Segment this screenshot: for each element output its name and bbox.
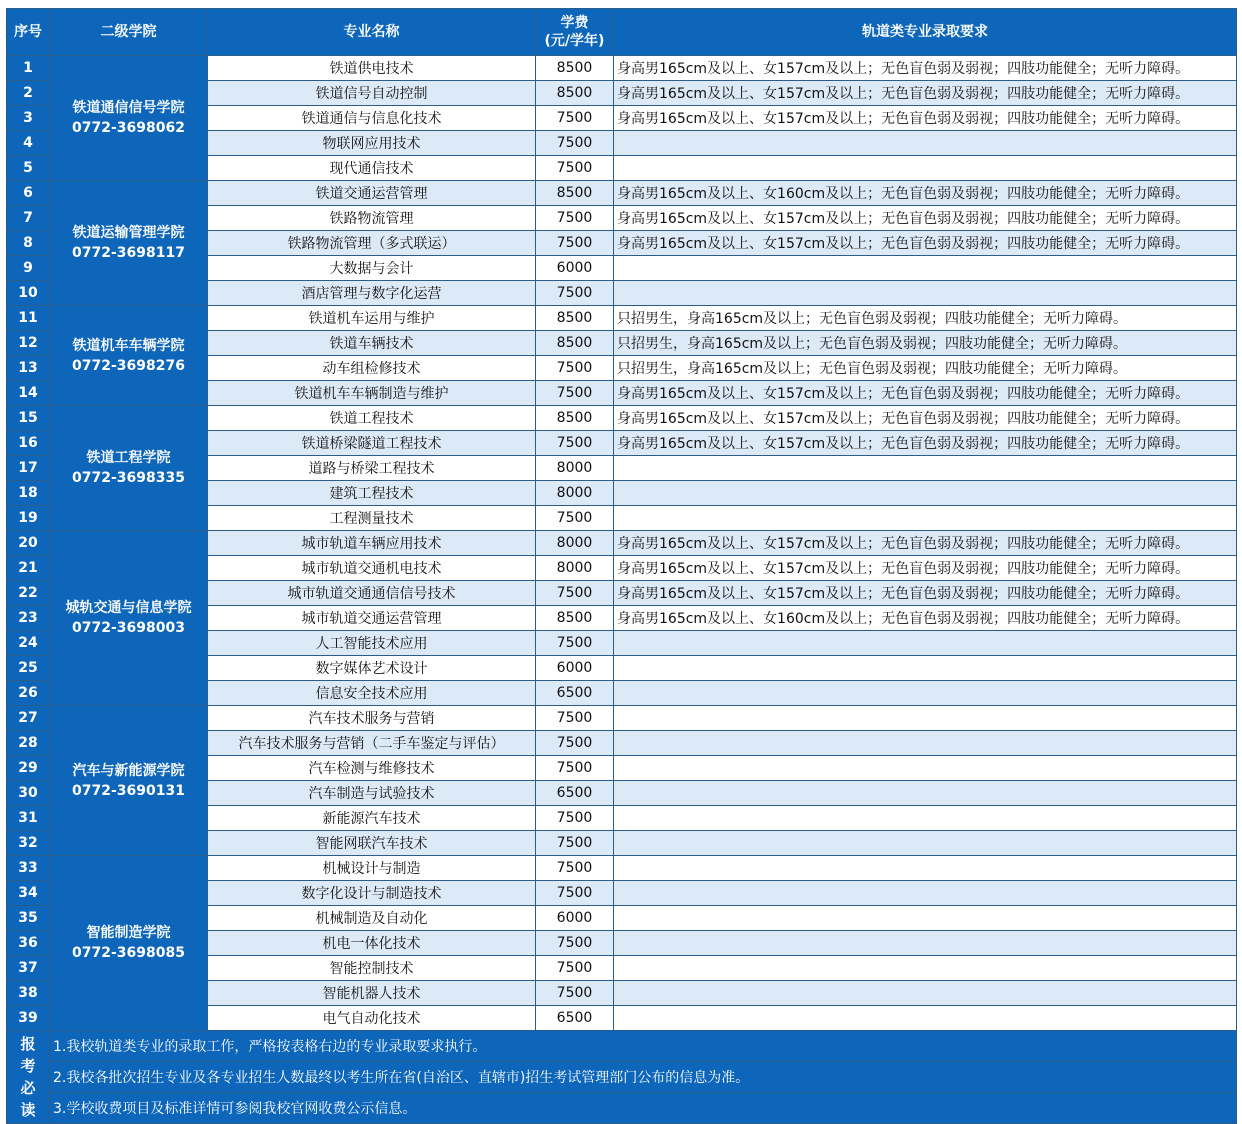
tuition-fee: 7500 xyxy=(536,706,614,731)
row-index: 9 xyxy=(7,256,50,281)
college-name: 铁道通信信号学院 xyxy=(72,100,185,116)
tuition-fee: 7500 xyxy=(536,731,614,756)
tuition-fee: 8500 xyxy=(536,306,614,331)
admission-requirement: 身高男165cm及以上、女160cm及以上；无色盲色弱及弱视；四肢功能健全；无听力障碍。 xyxy=(614,181,1237,206)
admission-requirement: 身高男165cm及以上、女160cm及以上；无色盲色弱及弱视；四肢功能健全；无听力障碍。 xyxy=(614,606,1237,631)
major-name: 道路与桥梁工程技术 xyxy=(208,456,536,481)
tuition-fee: 8000 xyxy=(536,456,614,481)
row-index: 36 xyxy=(7,931,50,956)
tuition-fee: 8500 xyxy=(536,406,614,431)
admission-requirement xyxy=(614,656,1237,681)
tuition-fee: 7500 xyxy=(536,631,614,656)
major-name: 城市轨道交通通信信号技术 xyxy=(208,581,536,606)
college-cell xyxy=(50,56,208,181)
major-name: 铁路物流管理（多式联运） xyxy=(208,231,536,256)
row-index: 29 xyxy=(7,756,50,781)
admission-requirement xyxy=(614,831,1237,856)
tuition-fee: 7500 xyxy=(536,956,614,981)
major-name: 铁道机车车辆制造与维护 xyxy=(208,381,536,406)
college-name: 铁道工程学院 xyxy=(86,450,171,466)
admission-requirement xyxy=(614,931,1237,956)
table-row xyxy=(7,856,1237,881)
table-row xyxy=(7,706,1237,731)
row-index: 34 xyxy=(7,881,50,906)
table-row xyxy=(7,531,1237,556)
tuition-fee: 8000 xyxy=(536,556,614,581)
header-major: 专业名称 xyxy=(208,9,536,56)
major-name: 数字化设计与制造技术 xyxy=(208,881,536,906)
admission-requirement: 身高男165cm及以上、女157cm及以上；无色盲色弱及弱视；四肢功能健全；无听力障碍。 xyxy=(614,581,1237,606)
admission-requirement: 只招男生，身高165cm及以上；无色盲色弱及弱视；四肢功能健全；无听力障碍。 xyxy=(614,306,1237,331)
header-fee xyxy=(536,9,614,56)
college-phone: 0772-3698117 xyxy=(72,245,185,261)
row-index: 21 xyxy=(7,556,50,581)
college-phone: 0772-3698335 xyxy=(72,470,185,486)
major-name: 人工智能技术应用 xyxy=(208,631,536,656)
row-index: 27 xyxy=(7,706,50,731)
row-index: 22 xyxy=(7,581,50,606)
row-index: 24 xyxy=(7,631,50,656)
admission-requirement xyxy=(614,806,1237,831)
admission-requirement xyxy=(614,156,1237,181)
tuition-fee: 7500 xyxy=(536,756,614,781)
major-name: 铁道车辆技术 xyxy=(208,331,536,356)
header-index: 序号 xyxy=(7,9,50,56)
header-row xyxy=(7,9,1237,56)
note-row xyxy=(7,1031,1237,1062)
row-index: 28 xyxy=(7,731,50,756)
notes-section xyxy=(7,1031,1237,1124)
major-name: 酒店管理与数字化运营 xyxy=(208,281,536,306)
row-index: 16 xyxy=(7,431,50,456)
tuition-fee: 7500 xyxy=(536,506,614,531)
major-name: 信息安全技术应用 xyxy=(208,681,536,706)
admission-requirement xyxy=(614,481,1237,506)
college-name: 汽车与新能源学院 xyxy=(72,762,185,779)
row-index: 14 xyxy=(7,381,50,406)
note-text: 1.我校轨道类专业的录取工作，严格按表格右边的专业录取要求执行。 xyxy=(50,1031,1237,1062)
row-index: 17 xyxy=(7,456,50,481)
admission-requirement xyxy=(614,981,1237,1006)
tuition-fee: 8000 xyxy=(536,481,614,506)
major-name: 铁道供电技术 xyxy=(208,56,536,81)
admission-requirement xyxy=(614,856,1237,881)
admission-requirement xyxy=(614,506,1237,531)
major-name: 智能机器人技术 xyxy=(208,981,536,1006)
row-index: 18 xyxy=(7,481,50,506)
row-index: 38 xyxy=(7,981,50,1006)
admission-requirement: 只招男生，身高165cm及以上；无色盲色弱及弱视；四肢功能健全；无听力障碍。 xyxy=(614,356,1237,381)
major-name: 机电一体化技术 xyxy=(208,931,536,956)
major-name: 数字媒体艺术设计 xyxy=(208,656,536,681)
row-index: 20 xyxy=(7,531,50,556)
college-cell xyxy=(50,181,208,306)
major-name: 铁道交通运营管理 xyxy=(208,181,536,206)
table-row xyxy=(7,406,1237,431)
major-name: 大数据与会计 xyxy=(208,256,536,281)
tuition-fee: 6000 xyxy=(536,256,614,281)
major-name: 城市轨道交通运营管理 xyxy=(208,606,536,631)
tuition-fee: 7500 xyxy=(536,281,614,306)
tuition-fee: 7500 xyxy=(536,881,614,906)
admission-requirement xyxy=(614,456,1237,481)
tuition-fee: 7500 xyxy=(536,356,614,381)
college-phone: 0772-3698062 xyxy=(72,120,185,136)
admission-requirement: 身高男165cm及以上、女157cm及以上；无色盲色弱及弱视；四肢功能健全；无听力障碍。 xyxy=(614,431,1237,456)
major-name: 物联网应用技术 xyxy=(208,131,536,156)
row-index: 4 xyxy=(7,131,50,156)
major-name: 动车组检修技术 xyxy=(208,356,536,381)
admission-requirement xyxy=(614,631,1237,656)
tuition-fee: 8000 xyxy=(536,531,614,556)
row-index: 15 xyxy=(7,406,50,431)
major-name: 工程测量技术 xyxy=(208,506,536,531)
admission-requirement xyxy=(614,706,1237,731)
admission-requirement xyxy=(614,256,1237,281)
admission-requirement: 身高男165cm及以上、女157cm及以上；无色盲色弱及弱视；四肢功能健全；无听力障碍。 xyxy=(614,106,1237,131)
notes-label-char: 必 xyxy=(20,1079,36,1097)
major-name: 汽车检测与维修技术 xyxy=(208,756,536,781)
tuition-fee: 7500 xyxy=(536,931,614,956)
tuition-fee: 7500 xyxy=(536,581,614,606)
major-name: 智能网联汽车技术 xyxy=(208,831,536,856)
row-index: 13 xyxy=(7,356,50,381)
row-index: 19 xyxy=(7,506,50,531)
notes-label-char: 报 xyxy=(20,1035,36,1053)
admission-requirement: 身高男165cm及以上、女157cm及以上；无色盲色弱及弱视；四肢功能健全；无听力障碍。 xyxy=(614,81,1237,106)
header-fee-line2: (元/学年) xyxy=(544,33,605,49)
admission-requirement xyxy=(614,731,1237,756)
admission-requirement: 身高男165cm及以上、女157cm及以上；无色盲色弱及弱视；四肢功能健全；无听力障碍。 xyxy=(614,406,1237,431)
admission-requirement xyxy=(614,781,1237,806)
major-name: 城市轨道交通机电技术 xyxy=(208,556,536,581)
tuition-fee: 8500 xyxy=(536,81,614,106)
admission-requirement xyxy=(614,881,1237,906)
admission-requirement xyxy=(614,956,1237,981)
tuition-fee: 7500 xyxy=(536,806,614,831)
college-phone: 0772-3698003 xyxy=(72,620,185,636)
major-name: 汽车技术服务与营销 xyxy=(208,706,536,731)
college-name: 智能制造学院 xyxy=(86,925,171,941)
admission-requirement xyxy=(614,906,1237,931)
admission-requirement: 身高男165cm及以上、女157cm及以上；无色盲色弱及弱视；四肢功能健全；无听力障碍。 xyxy=(614,531,1237,556)
row-index: 11 xyxy=(7,306,50,331)
note-text: 3.学校收费项目及标准详情可参阅我校官网收费公示信息。 xyxy=(50,1093,1237,1124)
tuition-fee: 7500 xyxy=(536,981,614,1006)
major-name: 智能控制技术 xyxy=(208,956,536,981)
tuition-fee: 8500 xyxy=(536,56,614,81)
row-index: 7 xyxy=(7,206,50,231)
tuition-fee: 8500 xyxy=(536,606,614,631)
tuition-fee: 7500 xyxy=(536,231,614,256)
college-cell xyxy=(50,306,208,406)
major-name: 机械设计与制造 xyxy=(208,856,536,881)
row-index: 6 xyxy=(7,181,50,206)
admission-requirement: 身高男165cm及以上、女157cm及以上；无色盲色弱及弱视；四肢功能健全；无听力障碍。 xyxy=(614,381,1237,406)
notes-label-char: 读 xyxy=(20,1101,36,1119)
row-index: 2 xyxy=(7,81,50,106)
row-index: 37 xyxy=(7,956,50,981)
tuition-fee: 8500 xyxy=(536,181,614,206)
major-name: 城市轨道车辆应用技术 xyxy=(208,531,536,556)
college-cell xyxy=(50,531,208,706)
note-row xyxy=(7,1062,1237,1093)
major-name: 铁路物流管理 xyxy=(208,206,536,231)
row-index: 12 xyxy=(7,331,50,356)
row-index: 8 xyxy=(7,231,50,256)
admission-requirement: 只招男生，身高165cm及以上；无色盲色弱及弱视；四肢功能健全；无听力障碍。 xyxy=(614,331,1237,356)
row-index: 25 xyxy=(7,656,50,681)
row-index: 5 xyxy=(7,156,50,181)
major-name: 电气自动化技术 xyxy=(208,1006,536,1031)
note-text: 2.我校各批次招生专业及各专业招生人数最终以考生所在省(自治区、直辖市)招生考试管理部门公布的信息为准。 xyxy=(50,1062,1237,1093)
admission-requirement xyxy=(614,1006,1237,1031)
major-name: 铁道工程技术 xyxy=(208,406,536,431)
tuition-fee: 7500 xyxy=(536,106,614,131)
row-index: 32 xyxy=(7,831,50,856)
table-row xyxy=(7,306,1237,331)
tuition-fee: 7500 xyxy=(536,131,614,156)
tuition-fee: 7500 xyxy=(536,156,614,181)
admission-table-container xyxy=(6,8,1236,1124)
row-index: 1 xyxy=(7,56,50,81)
tuition-fee: 7500 xyxy=(536,856,614,881)
tuition-fee: 6000 xyxy=(536,656,614,681)
row-index: 26 xyxy=(7,681,50,706)
notes-label-char: 考 xyxy=(20,1057,36,1075)
admission-table xyxy=(6,8,1237,1124)
admission-requirement: 身高男165cm及以上、女157cm及以上；无色盲色弱及弱视；四肢功能健全；无听力障碍。 xyxy=(614,231,1237,256)
college-name: 铁道机车车辆学院 xyxy=(72,337,185,354)
tuition-fee: 6500 xyxy=(536,1006,614,1031)
major-name: 铁道机车运用与维护 xyxy=(208,306,536,331)
row-index: 39 xyxy=(7,1006,50,1031)
college-cell xyxy=(50,856,208,1031)
row-index: 33 xyxy=(7,856,50,881)
major-name: 汽车技术服务与营销（二手车鉴定与评估） xyxy=(208,731,536,756)
tuition-fee: 6500 xyxy=(536,681,614,706)
college-cell xyxy=(50,406,208,531)
table-body xyxy=(7,56,1237,1031)
admission-requirement xyxy=(614,281,1237,306)
tuition-fee: 7500 xyxy=(536,431,614,456)
college-phone: 0772-3690131 xyxy=(72,782,185,799)
admission-requirement xyxy=(614,756,1237,781)
header-requirements: 轨道类专业录取要求 xyxy=(614,9,1237,56)
row-index: 10 xyxy=(7,281,50,306)
major-name: 现代通信技术 xyxy=(208,156,536,181)
row-index: 3 xyxy=(7,106,50,131)
college-phone: 0772-3698276 xyxy=(72,357,185,374)
admission-requirement: 身高男165cm及以上、女157cm及以上；无色盲色弱及弱视；四肢功能健全；无听力障碍。 xyxy=(614,556,1237,581)
major-name: 铁道信号自动控制 xyxy=(208,81,536,106)
admission-requirement: 身高男165cm及以上、女157cm及以上；无色盲色弱及弱视；四肢功能健全；无听力障碍。 xyxy=(614,56,1237,81)
notes-label xyxy=(7,1031,50,1124)
tuition-fee: 7500 xyxy=(536,206,614,231)
major-name: 铁道桥梁隧道工程技术 xyxy=(208,431,536,456)
row-index: 30 xyxy=(7,781,50,806)
tuition-fee: 7500 xyxy=(536,831,614,856)
college-phone: 0772-3698085 xyxy=(72,945,185,961)
major-name: 机械制造及自动化 xyxy=(208,906,536,931)
college-cell xyxy=(50,706,208,856)
table-row xyxy=(7,56,1237,81)
row-index: 23 xyxy=(7,606,50,631)
major-name: 建筑工程技术 xyxy=(208,481,536,506)
header-college: 二级学院 xyxy=(50,9,208,56)
admission-requirement xyxy=(614,681,1237,706)
major-name: 汽车制造与试验技术 xyxy=(208,781,536,806)
college-name: 铁道运输管理学院 xyxy=(72,225,185,241)
tuition-fee: 7500 xyxy=(536,381,614,406)
tuition-fee: 6500 xyxy=(536,781,614,806)
row-index: 31 xyxy=(7,806,50,831)
row-index: 35 xyxy=(7,906,50,931)
table-row xyxy=(7,181,1237,206)
tuition-fee: 8500 xyxy=(536,331,614,356)
college-name: 城轨交通与信息学院 xyxy=(65,600,192,616)
header-fee-line1: 学费 xyxy=(560,15,589,31)
admission-requirement: 身高男165cm及以上、女157cm及以上；无色盲色弱及弱视；四肢功能健全；无听力障碍。 xyxy=(614,206,1237,231)
admission-requirement xyxy=(614,131,1237,156)
tuition-fee: 6000 xyxy=(536,906,614,931)
major-name: 新能源汽车技术 xyxy=(208,806,536,831)
major-name: 铁道通信与信息化技术 xyxy=(208,106,536,131)
